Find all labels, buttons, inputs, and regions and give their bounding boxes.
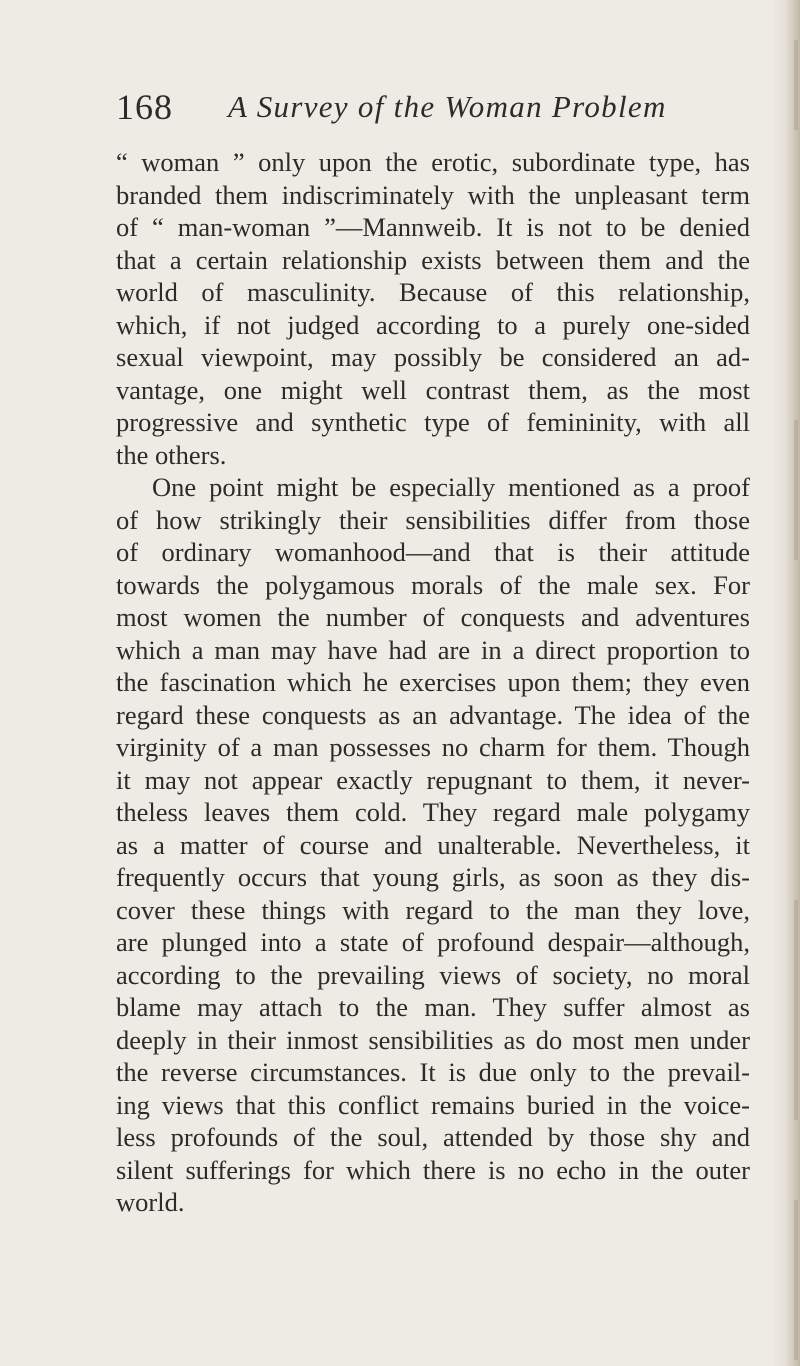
edge-mark <box>794 40 798 130</box>
text-line: progressive and synthetic type of femininity, with all <box>116 407 750 437</box>
text-line: deeply in their inmost sensibilities as do most men under <box>116 1024 750 1055</box>
text-line: towards the polygamous morals of the male sex. For <box>116 569 750 600</box>
text-line: which, if not judged according to a purely one-sided <box>116 309 750 340</box>
text-line: the reverse circumstances. It is due only to the prevail- <box>116 1057 750 1087</box>
text-line: the fascination which he exercises upon them; they even <box>116 667 750 697</box>
text-line: which a man may have had are in a direct proportion to <box>116 634 750 665</box>
text-line: as a matter of course and unalterable. Nevertheless, it <box>116 829 750 860</box>
page-edge-shadow <box>772 0 800 1366</box>
text-line: world of masculinity. Because of this relationship, <box>116 277 750 307</box>
text-line: vantage, one might well contrast them, as the most <box>116 374 750 405</box>
text-line: virginity of a man possesses no charm for them. Though <box>116 732 750 762</box>
text-line: the others. <box>116 439 227 470</box>
text-line: branded them indiscriminately with the unpleasant term <box>116 179 750 210</box>
edge-mark <box>794 420 798 560</box>
text-line: sexual viewpoint, may possibly be considered an ad- <box>116 342 750 372</box>
text-line: of “ man-woman ”—Mannweib. It is not to be denied <box>116 212 750 242</box>
text-line: are plunged into a state of profound despair—although, <box>116 927 750 957</box>
text-line: cover these things with regard to the man they love, <box>116 894 750 925</box>
text-line: according to the prevailing views of society, no moral <box>116 959 750 990</box>
page-header <box>116 86 756 132</box>
edge-mark <box>794 1200 798 1360</box>
text-line: ing views that this conflict remains buried in the voice- <box>116 1089 750 1120</box>
text-line: theless leaves them cold. They regard male polygamy <box>116 797 750 827</box>
running-title: A Survey of the Woman Problem <box>228 89 667 124</box>
text-line: of how strikingly their sensibilities differ from those <box>116 504 750 535</box>
paragraph-first-line: One point might be especially mentioned as a proof <box>152 472 750 502</box>
text-line: world. <box>116 1187 185 1217</box>
text-line: it may not appear exactly repugnant to them, it never- <box>116 764 750 795</box>
text-line: most women the number of conquests and adventures <box>116 602 750 632</box>
text-line: silent sufferings for which there is no echo in the outer <box>116 1154 750 1185</box>
text-line: less profounds of the soul, attended by those shy and <box>116 1122 750 1152</box>
page-number: 168 <box>116 87 173 127</box>
body-text <box>116 146 750 1219</box>
text-line: that a certain relationship exists between them and the <box>116 244 750 275</box>
edge-mark <box>794 900 798 1120</box>
text-line: “ woman ” only upon the erotic, subordinate type, has <box>116 147 750 177</box>
text-line: blame may attach to the man. They suffer almost as <box>116 992 750 1022</box>
text-line: frequently occurs that young girls, as soon as they dis- <box>116 862 750 892</box>
text-line: of ordinary womanhood—and that is their attitude <box>116 537 750 567</box>
text-line: regard these conquests as an advantage. The idea of the <box>116 699 750 730</box>
